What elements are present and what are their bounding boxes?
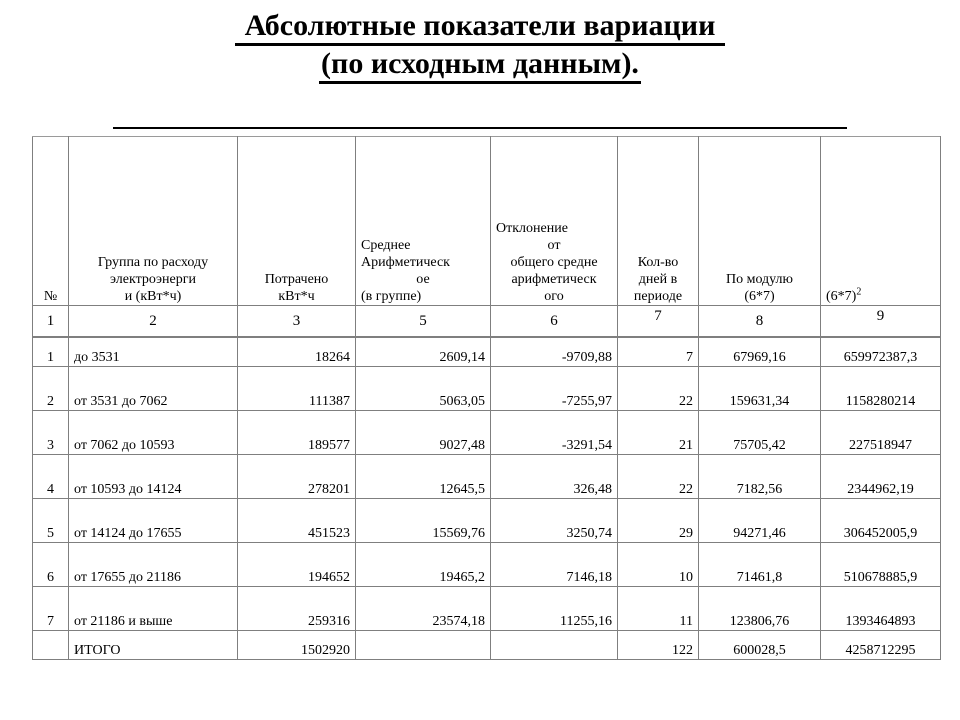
header-group-line-1: Группа по расходу [97, 255, 209, 270]
row-spent: 259316 [238, 587, 356, 631]
row-deviation: -9709,88 [491, 337, 618, 367]
table-row [33, 587, 941, 631]
header-deviation [491, 137, 618, 306]
column-index-row [33, 306, 941, 338]
header-modulus [699, 137, 821, 306]
header-deviation-line-2: от [547, 238, 561, 253]
row-deviation: 3250,74 [491, 499, 618, 543]
row-spent: 18264 [238, 337, 356, 367]
header-square-exponent: 2 [856, 286, 862, 298]
header-mean-line-1: Среднее [361, 238, 411, 253]
column-index-7: 7 [618, 306, 699, 338]
title-line-1-text: Абсолютные показатели вариации [235, 9, 726, 46]
row-square: 306452005,9 [821, 499, 941, 543]
table-row [33, 543, 941, 587]
header-group-line-3: и (кВт*ч) [124, 289, 182, 304]
total-days: 122 [618, 631, 699, 660]
total-modulus: 600028,5 [699, 631, 821, 660]
row-deviation: 326,48 [491, 455, 618, 499]
row-number: 5 [33, 499, 69, 543]
row-days: 10 [618, 543, 699, 587]
row-days: 22 [618, 455, 699, 499]
row-square: 659972387,3 [821, 337, 941, 367]
header-mean [356, 137, 491, 306]
header-spent-line-1: Потрачено [264, 272, 329, 287]
title-underline-rule [113, 127, 847, 129]
total-spent: 1502920 [238, 631, 356, 660]
column-index-8: 8 [699, 306, 821, 338]
row-square: 1158280214 [821, 367, 941, 411]
header-days-line-1: Кол-во [637, 255, 679, 270]
row-spent: 189577 [238, 411, 356, 455]
row-modulus: 7182,56 [699, 455, 821, 499]
header-deviation-line-4: арифметическ [511, 272, 597, 287]
header-mean-line-3: ое [416, 272, 430, 287]
row-square: 227518947 [821, 411, 941, 455]
row-deviation: 11255,16 [491, 587, 618, 631]
header-square [821, 137, 941, 306]
row-group: от 10593 до 14124 [69, 455, 238, 499]
table-row [33, 411, 941, 455]
title-line-2 [0, 45, 960, 83]
header-mean-line-4: (в группе) [361, 289, 422, 304]
row-days: 22 [618, 367, 699, 411]
row-mean: 19465,2 [356, 543, 491, 587]
header-spent-line-2: кВт*ч [278, 289, 315, 304]
row-square: 2344962,19 [821, 455, 941, 499]
row-number: 2 [33, 367, 69, 411]
row-days: 29 [618, 499, 699, 543]
table-header-row [33, 137, 941, 306]
total-mean [356, 631, 491, 660]
column-index-6: 6 [491, 306, 618, 338]
header-deviation-line-1: Отклонение [496, 221, 568, 236]
table-row [33, 455, 941, 499]
row-days: 7 [618, 337, 699, 367]
header-days-line-3: периоде [633, 289, 683, 304]
row-mean: 23574,18 [356, 587, 491, 631]
row-mean: 2609,14 [356, 337, 491, 367]
total-label: ИТОГО [69, 631, 238, 660]
row-modulus: 94271,46 [699, 499, 821, 543]
row-modulus: 123806,76 [699, 587, 821, 631]
table-row [33, 337, 941, 367]
total-square: 4258712295 [821, 631, 941, 660]
row-modulus: 67969,16 [699, 337, 821, 367]
row-spent: 194652 [238, 543, 356, 587]
header-group-line-2: электроэнерги [110, 272, 196, 287]
row-days: 11 [618, 587, 699, 631]
variation-table-container [32, 136, 940, 660]
row-square: 510678885,9 [821, 543, 941, 587]
column-index-9: 9 [821, 306, 941, 338]
title-line-1 [0, 7, 960, 45]
total-number [33, 631, 69, 660]
row-square: 1393464893 [821, 587, 941, 631]
row-group: от 17655 до 21186 [69, 543, 238, 587]
row-days: 21 [618, 411, 699, 455]
header-modulus-line-1: По модулю [725, 272, 794, 287]
row-group: от 14124 до 17655 [69, 499, 238, 543]
header-number: № [33, 137, 69, 306]
row-mean: 5063,05 [356, 367, 491, 411]
title-line-2-text: (по исходным данным). [319, 47, 641, 84]
row-deviation: -7255,97 [491, 367, 618, 411]
header-deviation-line-3: общего средне [510, 255, 598, 270]
row-spent: 451523 [238, 499, 356, 543]
header-square-base: (6*7) [826, 289, 857, 304]
row-mean: 15569,76 [356, 499, 491, 543]
row-modulus: 71461,8 [699, 543, 821, 587]
row-deviation: 7146,18 [491, 543, 618, 587]
row-number: 1 [33, 337, 69, 367]
column-index-2: 2 [69, 306, 238, 338]
row-number: 7 [33, 587, 69, 631]
table-row [33, 367, 941, 411]
header-days-line-2: дней в [638, 272, 678, 287]
row-group: от 3531 до 7062 [69, 367, 238, 411]
row-number: 4 [33, 455, 69, 499]
page-title [0, 0, 960, 83]
row-group: до 3531 [69, 337, 238, 367]
column-index-3: 3 [238, 306, 356, 338]
header-mean-line-2: Арифметическ [361, 255, 450, 270]
column-index-1: 1 [33, 306, 69, 338]
table-total-row [33, 631, 941, 660]
header-days [618, 137, 699, 306]
row-modulus: 75705,42 [699, 411, 821, 455]
header-spent [238, 137, 356, 306]
row-mean: 9027,48 [356, 411, 491, 455]
row-group: от 21186 и выше [69, 587, 238, 631]
header-deviation-line-5: ого [544, 289, 564, 304]
header-group [69, 137, 238, 306]
row-number: 6 [33, 543, 69, 587]
row-mean: 12645,5 [356, 455, 491, 499]
row-deviation: -3291,54 [491, 411, 618, 455]
variation-table [32, 136, 941, 660]
header-modulus-line-2: (6*7) [744, 289, 775, 304]
row-spent: 278201 [238, 455, 356, 499]
table-row [33, 499, 941, 543]
row-number: 3 [33, 411, 69, 455]
row-spent: 111387 [238, 367, 356, 411]
row-modulus: 159631,34 [699, 367, 821, 411]
column-index-5: 5 [356, 306, 491, 338]
total-deviation [491, 631, 618, 660]
row-group: от 7062 до 10593 [69, 411, 238, 455]
